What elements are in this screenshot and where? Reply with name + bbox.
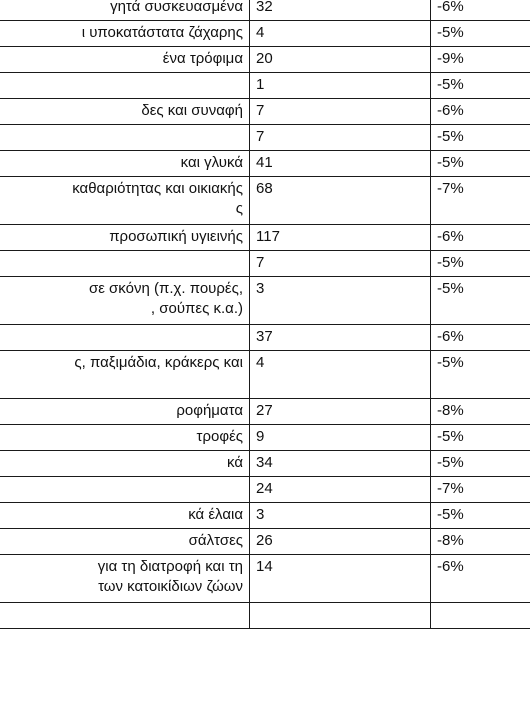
table-row bbox=[0, 555, 530, 603]
table-row bbox=[0, 0, 530, 21]
category-name: ένα τρόφιμα bbox=[162, 50, 243, 67]
category-name: για τη διατροφή και τη bbox=[97, 558, 243, 575]
category-name: ι υποκατάστατα ζάχαρης bbox=[81, 24, 243, 41]
count-cell: 34 bbox=[250, 451, 431, 477]
change-cell: -6% bbox=[431, 99, 530, 125]
change-cell: -8% bbox=[431, 529, 530, 555]
change-cell: -9% bbox=[431, 47, 530, 73]
category-name-cell bbox=[0, 399, 250, 425]
table-row bbox=[0, 251, 530, 277]
category-name-cell bbox=[0, 99, 250, 125]
change-cell: -8% bbox=[431, 399, 530, 425]
count-cell: 3 bbox=[250, 503, 431, 529]
category-name-continuation: , σούπες κ.α.) bbox=[150, 300, 243, 317]
change-cell: -5% bbox=[431, 151, 530, 177]
table-row bbox=[0, 21, 530, 47]
count-cell: 3 bbox=[250, 277, 431, 325]
category-name: σάλτσες bbox=[188, 532, 243, 549]
count-cell: 26 bbox=[250, 529, 431, 555]
table-row bbox=[0, 503, 530, 529]
category-name: κά έλαια bbox=[188, 506, 243, 523]
change-cell: -5% bbox=[431, 351, 530, 399]
category-name: ς, παξιμάδια, κράκερς και bbox=[74, 354, 243, 371]
count-cell: 4 bbox=[250, 351, 431, 399]
table-row bbox=[0, 99, 530, 125]
empty-cell bbox=[431, 603, 530, 629]
empty-cell bbox=[0, 603, 250, 629]
table-row bbox=[0, 225, 530, 251]
count-cell: 1 bbox=[250, 73, 431, 99]
change-cell: -5% bbox=[431, 125, 530, 151]
change-cell: -5% bbox=[431, 277, 530, 325]
count-cell: 68 bbox=[250, 177, 431, 225]
count-cell: 37 bbox=[250, 325, 431, 351]
table-row bbox=[0, 529, 530, 555]
table-row bbox=[0, 47, 530, 73]
table-row bbox=[0, 399, 530, 425]
table-row bbox=[0, 477, 530, 503]
category-name: καθαριότητας και οικιακής bbox=[72, 180, 243, 197]
category-name: κά bbox=[227, 454, 243, 471]
category-name-cell bbox=[0, 351, 250, 399]
category-name: και γλυκά bbox=[180, 154, 243, 171]
count-cell: 7 bbox=[250, 99, 431, 125]
category-name-cell bbox=[0, 477, 250, 503]
category-name-cell bbox=[0, 125, 250, 151]
category-name-cell bbox=[0, 251, 250, 277]
change-cell: -6% bbox=[431, 0, 530, 21]
count-cell: 7 bbox=[250, 251, 431, 277]
table-row bbox=[0, 451, 530, 477]
category-name-cell bbox=[0, 451, 250, 477]
count-cell: 117 bbox=[250, 225, 431, 251]
table-row bbox=[0, 177, 530, 225]
change-cell: -5% bbox=[431, 425, 530, 451]
category-name-cell bbox=[0, 325, 250, 351]
category-name-cell bbox=[0, 555, 250, 603]
table-row bbox=[0, 425, 530, 451]
table-row bbox=[0, 351, 530, 399]
count-cell: 24 bbox=[250, 477, 431, 503]
change-cell: -5% bbox=[431, 503, 530, 529]
count-cell: 32 bbox=[250, 0, 431, 21]
category-name-cell bbox=[0, 0, 250, 21]
category-name-cell bbox=[0, 425, 250, 451]
category-name-cell bbox=[0, 225, 250, 251]
category-name-cell bbox=[0, 21, 250, 47]
category-name: ροφήματα bbox=[176, 402, 243, 419]
category-name-cell bbox=[0, 177, 250, 225]
count-cell: 41 bbox=[250, 151, 431, 177]
category-name: δες και συναφή bbox=[141, 102, 243, 119]
count-cell: 14 bbox=[250, 555, 431, 603]
table-row bbox=[0, 73, 530, 99]
change-cell: -7% bbox=[431, 177, 530, 225]
count-cell: 20 bbox=[250, 47, 431, 73]
table-row bbox=[0, 125, 530, 151]
table-row bbox=[0, 151, 530, 177]
category-name-cell bbox=[0, 151, 250, 177]
table-row bbox=[0, 277, 530, 325]
category-name-cell bbox=[0, 529, 250, 555]
count-cell: 27 bbox=[250, 399, 431, 425]
count-cell: 7 bbox=[250, 125, 431, 151]
count-cell: 9 bbox=[250, 425, 431, 451]
change-cell: -6% bbox=[431, 325, 530, 351]
change-cell: -5% bbox=[431, 451, 530, 477]
change-cell: -5% bbox=[431, 251, 530, 277]
change-cell: -5% bbox=[431, 73, 530, 99]
category-name-cell bbox=[0, 503, 250, 529]
category-name-cell bbox=[0, 277, 250, 325]
category-name: προσωπική υγιεινής bbox=[109, 228, 243, 245]
count-cell: 4 bbox=[250, 21, 431, 47]
category-name: γητά συσκευασμένα bbox=[110, 0, 243, 15]
category-name-cell bbox=[0, 47, 250, 73]
empty-cell bbox=[250, 603, 431, 629]
table-row bbox=[0, 325, 530, 351]
category-name: τροφές bbox=[196, 428, 243, 445]
category-name-continuation: ς bbox=[235, 200, 243, 217]
category-name-continuation: των κατοικίδιων ζώων bbox=[98, 578, 243, 595]
change-cell: -7% bbox=[431, 477, 530, 503]
change-cell: -5% bbox=[431, 21, 530, 47]
change-cell: -6% bbox=[431, 225, 530, 251]
category-name: σε σκόνη (π.χ. πουρές, bbox=[88, 280, 243, 297]
change-cell: -6% bbox=[431, 555, 530, 603]
table-row-partial bbox=[0, 603, 530, 629]
category-name-cell bbox=[0, 73, 250, 99]
